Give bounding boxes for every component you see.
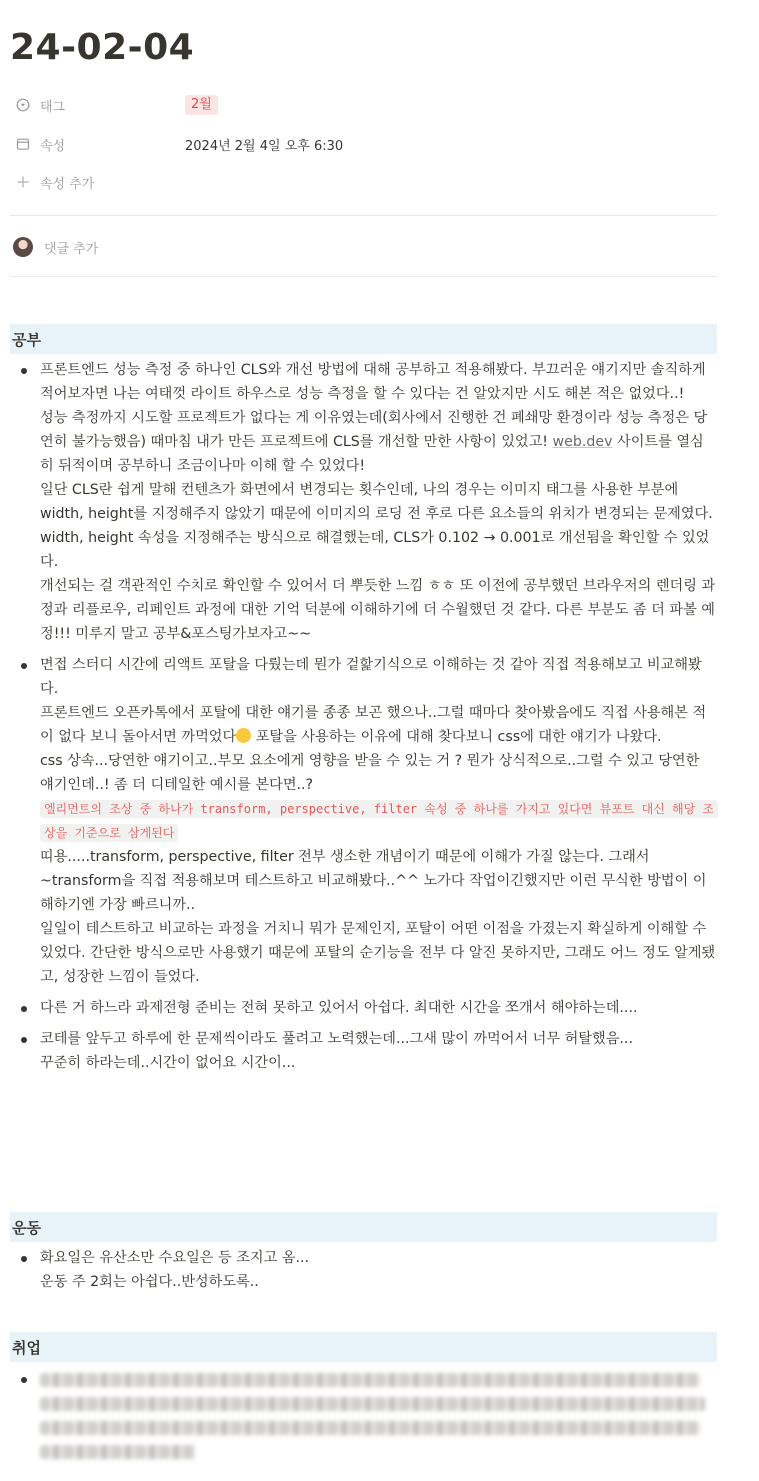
paragraph bbox=[40, 701, 717, 749]
list-item[interactable] bbox=[10, 1027, 717, 1075]
text: 사이트를 열심히 뒤적이며 공부하니 조금이나마 이해 할 수 있었다! bbox=[40, 434, 704, 474]
property-created-key[interactable] bbox=[10, 135, 185, 154]
list-item[interactable] bbox=[10, 358, 717, 646]
property-created-value[interactable]: 2024년 2월 4일 오후 6:30 bbox=[185, 138, 344, 154]
add-comment-row[interactable] bbox=[10, 233, 98, 261]
add-property-label: 속성 추가 bbox=[40, 176, 95, 192]
text: 성능 측정까지 시도할 프로젝트가 없다는 게 이유였는데(회사에서 진행한 건 폐쇄망 환경이라 성능 측정은 당연히 불가능했음) 때마침 내가 만든 프로젝트에 CLS를 개선할 만한 사항이 있었고! bbox=[40, 410, 708, 450]
paragraph: 띠용.....transform, perspective, filter 전부 생소한 개념이기 때문에 이해가 가질 않는다. 그래서 ~transform을 직접 적용해보며 테스트하고 비교해봤다..^^ 노가다 작업이긴했지만 이런 무식한 방법이 이해하기엔 가장 빠르니까.. bbox=[40, 849, 707, 913]
calendar-icon bbox=[16, 137, 30, 151]
tag-icon bbox=[16, 98, 30, 112]
blurred-line bbox=[40, 1445, 195, 1459]
code-paragraph bbox=[40, 797, 717, 845]
paragraph: 프론트엔드 성능 측정 중 하나인 CLS와 개선 방법에 대해 공부하고 적용해봤다. 부끄러운 얘기지만 솔직하게 적어보자면 나는 여태껏 라이트 하우스로 성능 측정을 할 수 있다는 건 알았지만 시도 해본 적은 없었다..! bbox=[40, 362, 706, 402]
paragraph: 일단 CLS란 쉽게 말해 컨텐츠가 화면에서 변경되는 횟수인데, 나의 경우는 이미지 태그를 사용한 부분에 width, height를 지정해주지 않았기 때문에 이미지의 로딩 전 후로 다른 요소들의 위치가 변경되는 문제였다. bbox=[40, 482, 713, 522]
property-tag-row[interactable] bbox=[10, 91, 717, 119]
section-heading-study[interactable]: 공부 bbox=[10, 324, 717, 354]
blurred-line bbox=[40, 1397, 705, 1411]
list-item[interactable] bbox=[10, 1246, 717, 1294]
paragraph: width, height 속성을 지정해주는 방식으로 해결했는데, CLS가 0.102 → 0.001로 개선됨을 확인할 수 있었다. bbox=[40, 530, 710, 570]
property-tag-label: 태그 bbox=[40, 99, 66, 115]
property-created-row[interactable] bbox=[10, 130, 717, 158]
list-item[interactable] bbox=[10, 996, 717, 1020]
page-title[interactable]: 24-02-04 bbox=[10, 27, 195, 68]
list-item[interactable] bbox=[10, 1367, 717, 1463]
list-item[interactable] bbox=[10, 653, 717, 989]
blurred-content bbox=[40, 1367, 717, 1463]
divider bbox=[10, 276, 717, 277]
section-heading-exercise[interactable]: 운동 bbox=[10, 1212, 717, 1242]
text: 포탈을 사용하는 이유에 대해 찾다보니 css에 대한 얘기가 나왔다. bbox=[251, 729, 662, 745]
paragraph: 다른 거 하느라 과제전형 준비는 전혀 못하고 있어서 아쉽다. 최대한 시간을 쪼개서 해야하는데.... bbox=[40, 1000, 638, 1016]
exercise-list bbox=[10, 1246, 717, 1301]
property-tag-key[interactable] bbox=[10, 96, 185, 115]
tag-badge[interactable]: 2월 bbox=[185, 95, 218, 115]
paragraph: 코테를 앞두고 하루에 한 문제씩이라도 풀려고 노력했는데...그새 많이 까먹어서 너무 허탈했음... bbox=[40, 1031, 633, 1047]
property-tag-value[interactable] bbox=[185, 95, 218, 115]
add-property-key[interactable] bbox=[10, 173, 94, 192]
inline-code: 엘리먼트의 조상 중 하나가 transform, perspective, filter 속성 중 하나를 가지고 있다면 뷰포트 대신 해당 조상을 기준으로 삼게된다 bbox=[40, 800, 718, 842]
sweat-smile-emoji-icon bbox=[236, 728, 251, 743]
paragraph: css 상속...당연한 얘기이고..부모 요소에게 영향을 받을 수 있는 거 ? 뭔가 상식적으로..그럴 수 있고 당연한 얘기인데..! 좀 더 디테일한 예시를 본다면..? bbox=[40, 753, 700, 793]
blurred-line bbox=[40, 1373, 700, 1387]
property-created-label: 속성 bbox=[40, 138, 66, 154]
paragraph: 면접 스터디 시간에 리액트 포탈을 다뤘는데 뭔가 겉핥기식으로 이해하는 것 같아 직접 적용해보고 비교해봤다. bbox=[40, 657, 702, 697]
add-property-button[interactable] bbox=[10, 168, 717, 196]
paragraph bbox=[40, 406, 717, 478]
avatar bbox=[13, 237, 33, 257]
text: 프론트엔드 오픈카톡에서 포탈에 대한 얘기를 종종 보곤 했으나..그럴 때마다 찾아봤음에도 직접 사용해본 적이 없다 보니 돌아서면 까먹었다 bbox=[40, 705, 707, 745]
section-heading-job[interactable]: 취업 bbox=[10, 1332, 717, 1362]
web-dev-link[interactable]: web.dev bbox=[552, 434, 613, 450]
plus-icon bbox=[16, 175, 30, 189]
study-list bbox=[10, 358, 717, 1082]
blurred-line bbox=[40, 1421, 700, 1435]
paragraph: 꾸준히 하라는데..시간이 없어요 시간이... bbox=[40, 1055, 296, 1071]
paragraph: 화요일은 유산소만 수요일은 등 조지고 옴... bbox=[40, 1250, 310, 1266]
divider bbox=[10, 215, 717, 216]
paragraph: 개선되는 걸 객관적인 수치로 확인할 수 있어서 더 뿌듯한 느낌 ㅎㅎ 또 이전에 공부했던 브라우저의 렌더링 과정과 리플로우, 리페인트 과정에 대한 기억 덕분에 이해하기에 더 수월했던 것 같다. 다른 부분도 좀 더 파볼 예정!!! 미루지 말고 공부&포스팅가보자고~~ bbox=[40, 578, 716, 642]
add-comment-input[interactable]: 댓글 추가 bbox=[44, 241, 99, 257]
paragraph: 운동 주 2회는 아쉽다..반성하도록.. bbox=[40, 1274, 259, 1290]
job-list bbox=[10, 1367, 717, 1470]
paragraph: 일일이 테스트하고 비교하는 과정을 거치니 뭐가 문제인지, 포탈이 어떤 이점을 가졌는지 확실하게 이해할 수 있었다. 간단한 방식으로만 사용했기 때문에 포탈의 순기능을 전부 다 알진 못하지만, 그래도 어느 정도 알게됐고, 성장한 느낌이 들었다. bbox=[40, 921, 716, 985]
